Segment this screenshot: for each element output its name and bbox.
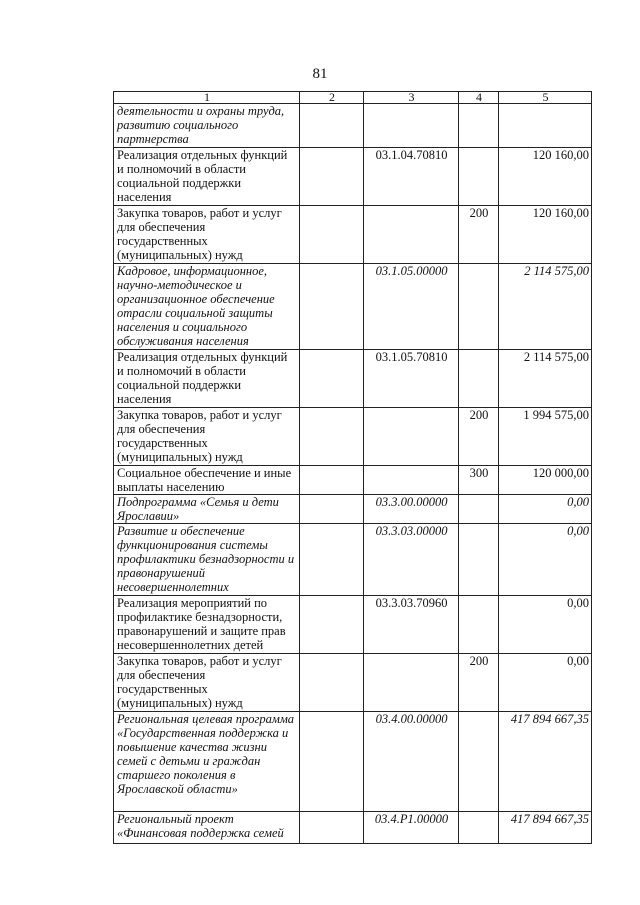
row-vr-cell xyxy=(459,350,499,408)
table-row xyxy=(114,408,592,466)
row-name-cell: Развитие и обеспечение функционирования системы профилактики безнадзорности и правонарушений несовершеннолетних xyxy=(114,524,300,596)
table-row xyxy=(114,350,592,408)
row-vr-cell xyxy=(459,596,499,654)
row-code-cell: 03.3.03.70960 xyxy=(364,596,459,654)
table-row xyxy=(114,466,592,495)
row-vr-cell: 200 xyxy=(459,206,499,264)
header-col-2: 2 xyxy=(300,92,364,104)
header-row xyxy=(114,92,592,104)
row-col2-cell xyxy=(300,206,364,264)
row-code-cell xyxy=(364,408,459,466)
row-sum-cell: 120 160,00 xyxy=(499,148,592,206)
header-col-3: 3 xyxy=(364,92,459,104)
row-name-cell: Реализация отдельных функций и полномочий в области социальной поддержки населения xyxy=(114,148,300,206)
row-col2-cell xyxy=(300,495,364,524)
row-sum-cell: 0,00 xyxy=(499,654,592,712)
row-sum-cell: 120 000,00 xyxy=(499,466,592,495)
page-number: 81 xyxy=(312,66,328,82)
row-code-cell: 03.4.00.00000 xyxy=(364,712,459,812)
row-sum-cell: 2 114 575,00 xyxy=(499,350,592,408)
row-code-cell xyxy=(364,466,459,495)
table-row xyxy=(114,712,592,812)
row-col2-cell xyxy=(300,466,364,495)
row-code-cell: 03.1.05.00000 xyxy=(364,264,459,350)
row-name-cell: Закупка товаров, работ и услуг для обеспечения государственных (муниципальных) нужд xyxy=(114,654,300,712)
row-code-cell: 03.4.P1.00000 xyxy=(364,812,459,844)
row-col2-cell xyxy=(300,264,364,350)
row-code-cell: 03.1.04.70810 xyxy=(364,148,459,206)
row-name-cell: Социальное обеспечение и иные выплаты населению xyxy=(114,466,300,495)
row-name-cell: Кадровое, информационное, научно-методическое и организационное обеспечение отрасли социальной защиты населения и социального обслуживания населения xyxy=(114,264,300,350)
row-sum-cell: 0,00 xyxy=(499,524,592,596)
row-name-cell: Подпрограмма «Семья и дети Ярославии» xyxy=(114,495,300,524)
row-col2-cell xyxy=(300,408,364,466)
row-col2-cell xyxy=(300,524,364,596)
row-vr-cell xyxy=(459,104,499,148)
row-col2-cell xyxy=(300,654,364,712)
row-vr-cell xyxy=(459,712,499,812)
row-name-cell: Закупка товаров, работ и услуг для обеспечения государственных (муниципальных) нужд xyxy=(114,408,300,466)
row-col2-cell xyxy=(300,812,364,844)
row-col2-cell xyxy=(300,596,364,654)
row-vr-cell xyxy=(459,264,499,350)
row-name-cell: Региональный проект «Финансовая поддержка семей xyxy=(114,812,300,844)
table-row xyxy=(114,206,592,264)
row-vr-cell xyxy=(459,524,499,596)
table-row xyxy=(114,524,592,596)
table-row xyxy=(114,654,592,712)
row-sum-cell xyxy=(499,104,592,148)
row-code-cell: 03.3.00.00000 xyxy=(364,495,459,524)
row-code-cell xyxy=(364,206,459,264)
row-sum-cell: 417 894 667,35 xyxy=(499,712,592,812)
row-name-cell: Закупка товаров, работ и услуг для обеспечения государственных (муниципальных) нужд xyxy=(114,206,300,264)
table-row xyxy=(114,812,592,844)
row-col2-cell xyxy=(300,148,364,206)
row-col2-cell xyxy=(300,350,364,408)
table-row xyxy=(114,596,592,654)
row-vr-cell: 200 xyxy=(459,408,499,466)
table-header xyxy=(114,92,592,104)
row-sum-cell: 1 994 575,00 xyxy=(499,408,592,466)
row-code-cell xyxy=(364,104,459,148)
table-row xyxy=(114,495,592,524)
row-name-cell: деятельности и охраны труда, развитию социального партнерства xyxy=(114,104,300,148)
row-vr-cell xyxy=(459,495,499,524)
table-row xyxy=(114,104,592,148)
row-col2-cell xyxy=(300,712,364,812)
header-col-1: 1 xyxy=(114,92,300,104)
row-sum-cell: 0,00 xyxy=(499,596,592,654)
row-sum-cell: 2 114 575,00 xyxy=(499,264,592,350)
row-vr-cell: 200 xyxy=(459,654,499,712)
header-col-4: 4 xyxy=(459,92,499,104)
row-vr-cell xyxy=(459,812,499,844)
row-code-cell xyxy=(364,654,459,712)
table-body xyxy=(114,104,592,844)
row-sum-cell: 120 160,00 xyxy=(499,206,592,264)
row-sum-cell: 417 894 667,35 xyxy=(499,812,592,844)
row-code-cell: 03.1.05.70810 xyxy=(364,350,459,408)
table-row xyxy=(114,264,592,350)
row-name-cell: Реализация мероприятий по профилактике безнадзорности, правонарушений и защите прав несовершеннолетних детей xyxy=(114,596,300,654)
row-name-cell: Реализация отдельных функций и полномочий в области социальной поддержки населения xyxy=(114,350,300,408)
row-col2-cell xyxy=(300,104,364,148)
header-col-5: 5 xyxy=(499,92,592,104)
row-name-cell: Региональная целевая программа «Государственная поддержка и повышение качества жизни семей с детьми и граждан старшего поколения в Ярославской области» xyxy=(114,712,300,812)
table-row xyxy=(114,148,592,206)
row-vr-cell xyxy=(459,148,499,206)
row-sum-cell: 0,00 xyxy=(499,495,592,524)
budget-table xyxy=(113,91,592,844)
row-code-cell: 03.3.03.00000 xyxy=(364,524,459,596)
row-vr-cell: 300 xyxy=(459,466,499,495)
